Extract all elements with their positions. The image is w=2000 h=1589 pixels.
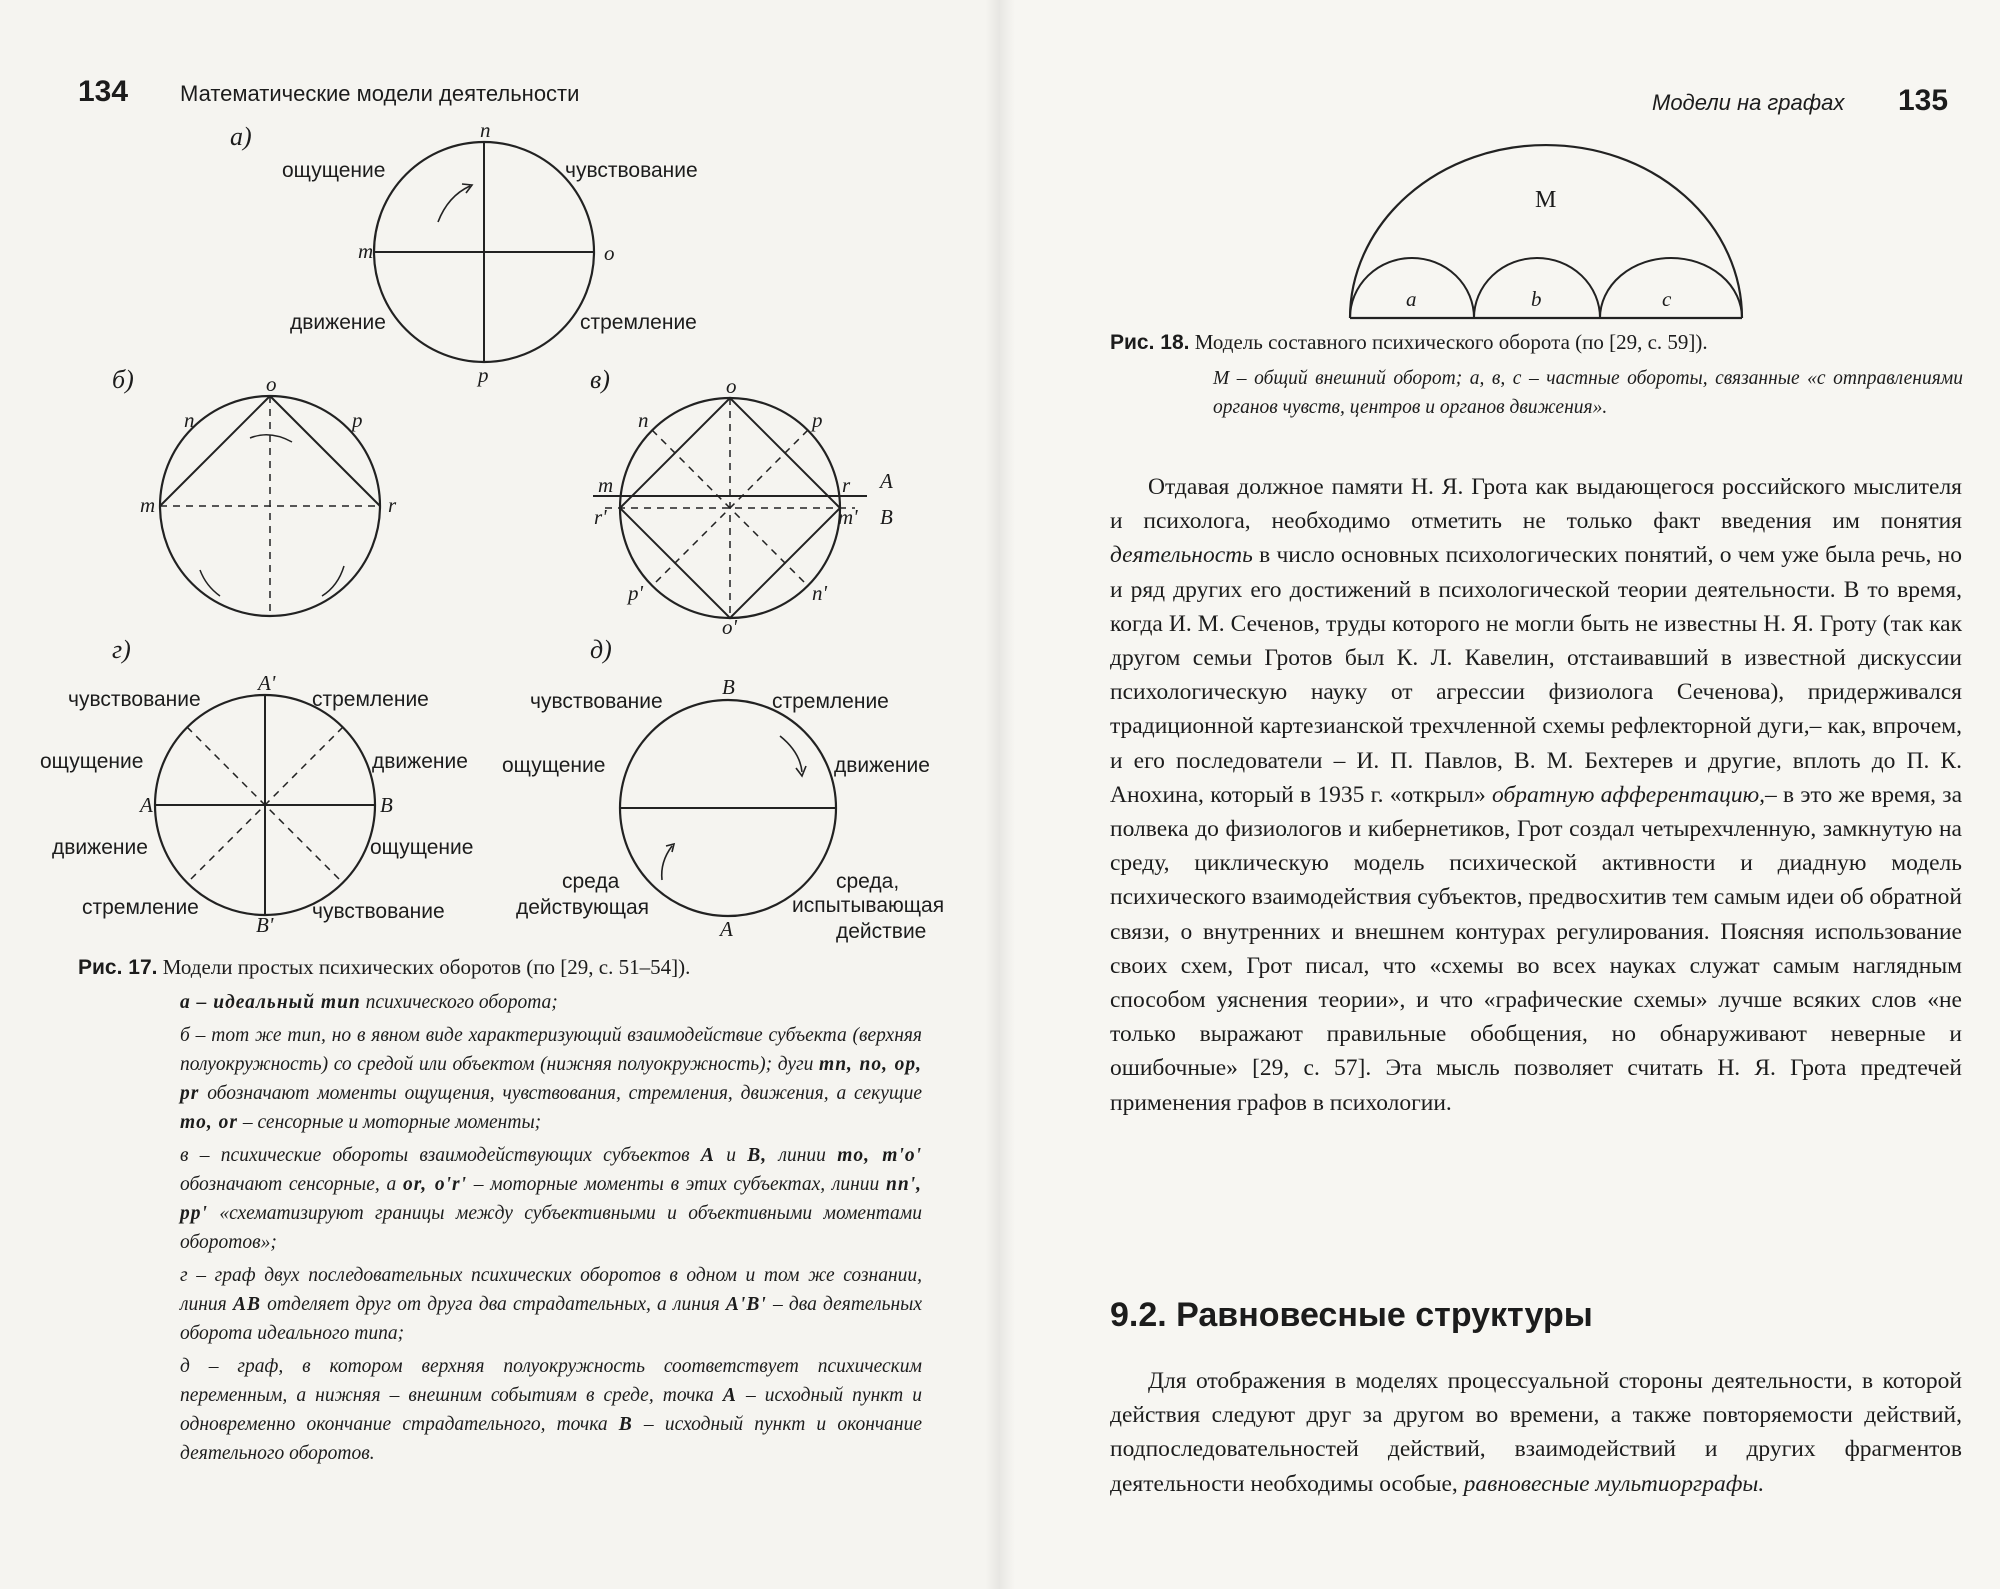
fig18-M: M xyxy=(1535,187,1557,213)
figure-18-text: Модель составного психического оборота (по [29, с. 59]). xyxy=(1194,330,1708,354)
fig-v-p-prime: p' xyxy=(628,581,643,605)
fig-a-n: n xyxy=(480,118,491,142)
main-paragraph-1: Отдавая должное памяти Н. Я. Грота как выдающегося российского мыслителя и психолога, необходимо отметить не только факт введения им понятия деятельность в число основных психологических понятий, о чем уже была речь, но и ряд других его достижений в психологической теории деятельности. В то время, когда И. М. Сеченов, труды которого не могли быть не известны Н. Я. Гроту (так как другом семьи Гротов был К. Л. Кавелин, отстаивавший в известной дискуссии психологическую науку от агрессии физиолога Сеченова), придерживался традиционной картезианской трехчленной схемы рефлекторной дуги,– как, впрочем, и его последователи – И. П. Павлов, В. М. Бехтерев и другие, вплоть до П. К. Анохина, который в 1935 г. «открыл» обратную афферентацию,– в это же время, за полвека до физиологов и кибернетиков, Грот создал четырехчленную, замкнутую на среду, циклическую модель психической активности и диадную модель психического взаимодействия субъектов, предвосхитив тем самым идеи об обратной связи, о внутренних и внешнем контурах регулирования. Поясняя использование своих схем, Грот писал, что «схемы во всех науках служат самым наглядным способом уяснения теории», и что «графические схемы» лучше всяких слов «не только выражают правильные обобщения, но обнаруживают неверные и ошибочные» [29, с. 57]. Эта мысль позволяет считать Н. Я. Грота предтечей применения графов в психологии. xyxy=(1110,474,1962,1116)
fig-b-n: n xyxy=(184,408,195,432)
fig-v-m: m xyxy=(598,473,614,497)
right-running-head: Модели на графах xyxy=(1652,90,1845,115)
fig-g-oshch-right: ощущение xyxy=(370,836,474,859)
figure-17-caption xyxy=(78,955,690,980)
fig-g-chuvstv-right: чувствование xyxy=(312,900,445,923)
fig-b-o: o xyxy=(266,372,277,396)
left-page-number: 134 xyxy=(78,75,129,108)
figure-a-label: а) xyxy=(230,122,252,151)
fig18-c: c xyxy=(1662,287,1672,311)
fig-g-dvizh-left: движение xyxy=(52,836,148,859)
fig-v-A: A xyxy=(880,469,893,493)
figure-18-caption xyxy=(1110,330,1708,355)
fig-d-oshch: ощущение xyxy=(502,754,606,777)
fig-v-m-prime: m' xyxy=(838,505,858,529)
fig-v-o: o xyxy=(726,374,737,398)
right-page-number: 135 xyxy=(1898,84,1949,117)
figure-18-number: Рис. 18. xyxy=(1110,331,1190,354)
left-running-head: Математические модели деятельности xyxy=(180,81,580,106)
figure-v-label: в) xyxy=(590,365,610,394)
fig-g-stremlenie-right: стремление xyxy=(312,688,429,711)
fig-b-p: p xyxy=(352,408,363,432)
fig-d-dvizh: движение xyxy=(834,754,930,777)
fig18-a: a xyxy=(1406,287,1417,311)
figure-17-legend xyxy=(180,988,922,1472)
fig-a-top-right: чувствование xyxy=(565,159,698,182)
figure-d-label: д) xyxy=(590,635,612,664)
fig-a-top-left: ощущение xyxy=(282,159,386,182)
fig-g-stremlenie-left: стремление xyxy=(82,896,199,919)
fig-b-m: m xyxy=(140,493,156,517)
legend-v: в – психические обороты взаимодействующих субъектов A и B, линии mo, m'o' обозначают сенсорные, а or, o'r' – моторные моменты в этих субъектах, линии nn', pp' «схематизируют границы между субъективными и объективными моментами оборотов»; xyxy=(180,1145,923,1253)
legend-b: б – тот же тип, но в явном виде характеризующий взаимодействие субъекта (верхняя полуокружность) со средой или объектом (нижняя полуокружность); дуги mn, no, op, pr обозначают моменты ощущения, чувствования, стремления, движения, а секущие mo, or – сенсорные и моторные моменты; xyxy=(180,1025,923,1133)
legend-d: д – граф, в котором верхняя полуокружность соответствует психическим переменным, а нижняя – внешним событиям в среде, точка A – исходный пункт и одновременно окончание страдательного, точка B – исходный пункт и окончание деятельного оборотов. xyxy=(180,1356,923,1464)
fig-v-r-prime: r' xyxy=(594,505,607,529)
figure-17-number: Рис. 17. xyxy=(78,956,158,979)
fig-g-A: A xyxy=(140,793,153,817)
fig-d-sreda-right-2: испытывающая xyxy=(792,894,945,917)
fig-a-p: p xyxy=(478,363,489,387)
fig-g-chuvstv-left: чувствование xyxy=(68,688,201,711)
figure-17-text: Модели простых психических оборотов (по [29, с. 51–54]). xyxy=(162,955,691,979)
fig-v-n: n xyxy=(638,408,649,432)
fig-d-sreda-left-1: среда xyxy=(562,870,620,893)
fig-d-stremlenie: стремление xyxy=(772,690,889,713)
fig-a-bottom-left: движение xyxy=(290,311,386,334)
arrow-a-icon xyxy=(438,186,470,222)
figure-b-label: б) xyxy=(112,365,134,394)
fig-g-oshch-left: ощущение xyxy=(40,750,144,773)
fig-d-sreda-left-2: действующая xyxy=(516,896,650,919)
fig-a-o: o xyxy=(604,241,615,265)
fig-g-dvizh-right: движение xyxy=(372,750,468,773)
fig-d-B: B xyxy=(722,675,735,699)
figure-18-note: M – общий внешний оборот; a, в, c – частные обороты, связанные «с отправлениями органов чувств, центров и органов движения». xyxy=(1213,368,1963,418)
legend-a: а – идеальный тип психического оборота; xyxy=(180,992,558,1013)
fig-v-n-prime: n' xyxy=(812,581,827,605)
section-heading: 9.2. Равновесные структуры xyxy=(1110,1296,1593,1334)
fig-d-A: A xyxy=(720,917,733,941)
fig-v-B: B xyxy=(880,505,893,529)
fig-d-chuvstv: чувствование xyxy=(530,690,663,713)
fig-g-bottom: B' xyxy=(256,913,274,937)
fig-v-o-prime: o' xyxy=(722,615,737,639)
fig-b-r: r xyxy=(388,493,397,517)
fig-a-m: m xyxy=(358,239,374,263)
fig-g-top: A' xyxy=(258,671,276,695)
fig-v-p: p xyxy=(812,408,823,432)
figure-g-label: г) xyxy=(112,635,131,664)
fig-a-bottom-right: стремление xyxy=(580,311,697,334)
main-paragraph-2: Для отображения в моделях процессуальной стороны деятельности, в которой действия следуют друг за другом во времени, а также повторяемости действий, подпоследовательностей действий, взаимодействий и других фрагментов деятельности необходимы особые, равновесные мультиорграфы. xyxy=(1110,1368,1962,1497)
fig-v-r: r xyxy=(842,473,851,497)
fig-d-sreda-right-1: среда, xyxy=(836,870,900,893)
legend-g: г – граф двух последовательных психических оборотов в одном и том же сознании, линия AB отделяет друг от друга два страдательных, а линия A'B' – два деятельных оборота идеального типа; xyxy=(180,1265,923,1344)
fig-g-B: B xyxy=(380,793,393,817)
fig18-b: b xyxy=(1531,287,1542,311)
fig-d-sreda-right-3: действие xyxy=(836,920,927,943)
